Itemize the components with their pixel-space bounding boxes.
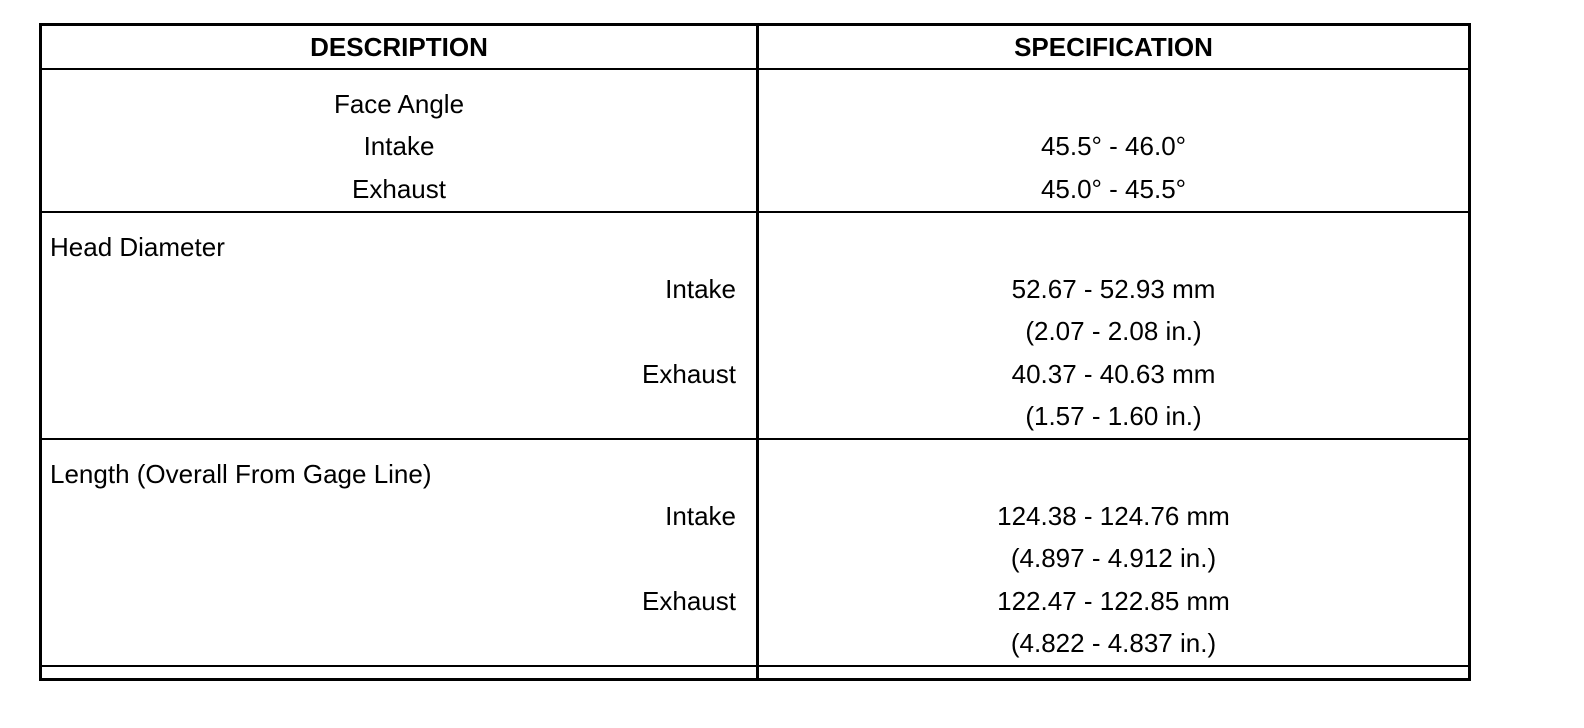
length-exhaust-in: (4.822 - 4.837 in.): [1010, 628, 1217, 658]
head-diameter-intake-mm: 52.67 - 52.93 mm: [1011, 274, 1216, 304]
head-diameter-exhaust-in: (1.57 - 1.60 in.): [1025, 401, 1202, 431]
head-diameter-exhaust-label: Exhaust: [642, 359, 736, 389]
length-intake-in: (4.897 - 4.912 in.): [1010, 543, 1217, 573]
section-divider-face-angle: [42, 211, 1468, 213]
face-angle-exhaust-label: Exhaust: [352, 174, 446, 204]
head-diameter-intake-in: (2.07 - 2.08 in.): [1025, 316, 1202, 346]
head-diameter-label: Head Diameter: [50, 232, 225, 262]
face-angle-label: Face Angle: [333, 89, 465, 119]
length-exhaust-mm: 122.47 - 122.85 mm: [997, 586, 1230, 616]
face-angle-intake-value: 45.5° - 46.0°: [1040, 131, 1187, 161]
head-diameter-exhaust-mm: 40.37 - 40.63 mm: [1011, 359, 1216, 389]
length-intake-mm: 124.38 - 124.76 mm: [997, 501, 1230, 531]
header-divider: [42, 68, 1468, 70]
head-diameter-intake-label: Intake: [665, 274, 736, 304]
column-divider: [756, 26, 759, 678]
description-header: DESCRIPTION: [310, 32, 488, 62]
length-exhaust-label: Exhaust: [642, 586, 736, 616]
section-divider-length: [42, 665, 1468, 667]
valve-specification-table: [39, 23, 1471, 681]
specification-header: SPECIFICATION: [1014, 32, 1213, 62]
length-label: Length (Overall From Gage Line): [50, 459, 432, 489]
face-angle-intake-label: Intake: [363, 131, 435, 161]
length-intake-label: Intake: [665, 501, 736, 531]
section-divider-head-diameter: [42, 438, 1468, 440]
face-angle-exhaust-value: 45.0° - 45.5°: [1040, 174, 1187, 204]
